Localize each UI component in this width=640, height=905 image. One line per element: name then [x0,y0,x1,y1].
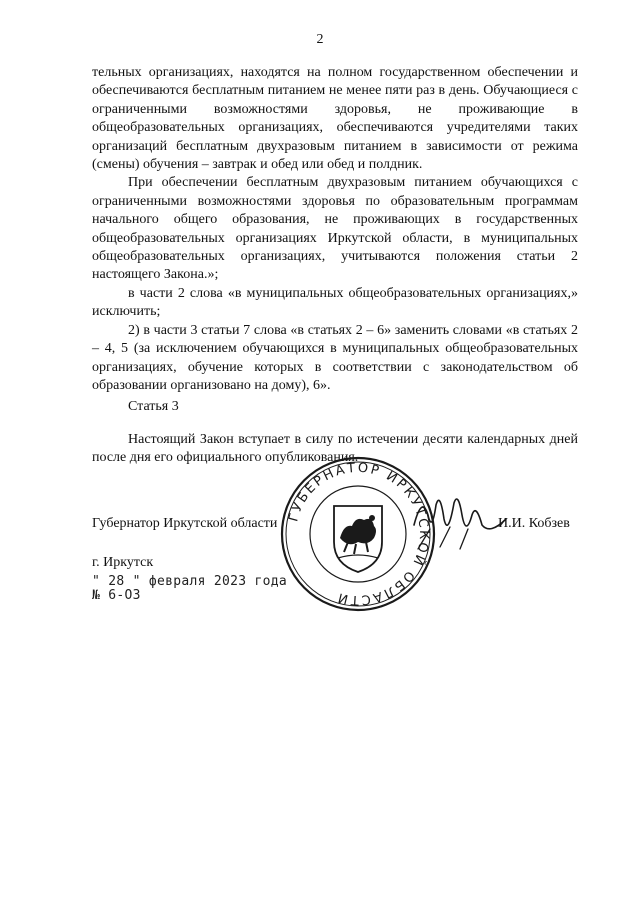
signatory-title: Губернатор Иркутской области [92,516,278,531]
paragraph-2: При обеспечении бесплатным двухразовым питанием обучающихся с ограниченными возможностями здоровья по образовательным программам начального общего образования, не проживающих в государственных общеобразовательных организациях Иркутской области, в муниципальных общеобразовательных организациях, учитываются положения статьи 2 настоящего Закона.»; [92,175,578,283]
paragraph-1: тельных организациях, находятся на полном государственном обеспечении и обеспечиваются бесплатным питанием не менее пяти раз в день. Обучающиеся с ограниченными возможностями здоровья, не проживающие в общеобразовательных организациях, обеспечиваются учредителями таких организаций бесплатным двухразовым питанием в зависимости от режима (смены) обучения – завтрак и обед или обед и полдник. [92,65,578,173]
final-paragraph: Настоящий Закон вступает в силу по истечении десяти календарных дней после дня его официального опубликования. [92,432,578,466]
paragraph-3: в части 2 слова «в муниципальных общеобразовательных организациях,» исключить; [92,285,578,320]
city-label: г. Иркутск [92,555,154,570]
paragraph-4: 2) в части 3 статьи 7 слова «в статьях 2 – 6» заменить словами «в статьях 2 – 4, 5 (за исключением обучающихся в муниципальных общеобразовательных организациях, обучение которых в соответствии с законодательством об образовании организовано на дому), 6». [92,322,578,393]
signatory-name: И.И. Кобзев [498,516,570,531]
law-number: № 6-ОЗ [92,588,141,603]
coat-of-arms-emblem [334,506,382,572]
body-text [92,64,578,395]
seal-text: ГУБЕРНАТОР ИРКУТСКОЙ ОБЛАСТИ [286,460,432,608]
governor-signature [410,485,510,555]
article-heading: Статья 3 [128,399,179,414]
law-date: " 28 " февраля 2023 года [92,574,288,589]
page-number: 2 [316,32,324,47]
